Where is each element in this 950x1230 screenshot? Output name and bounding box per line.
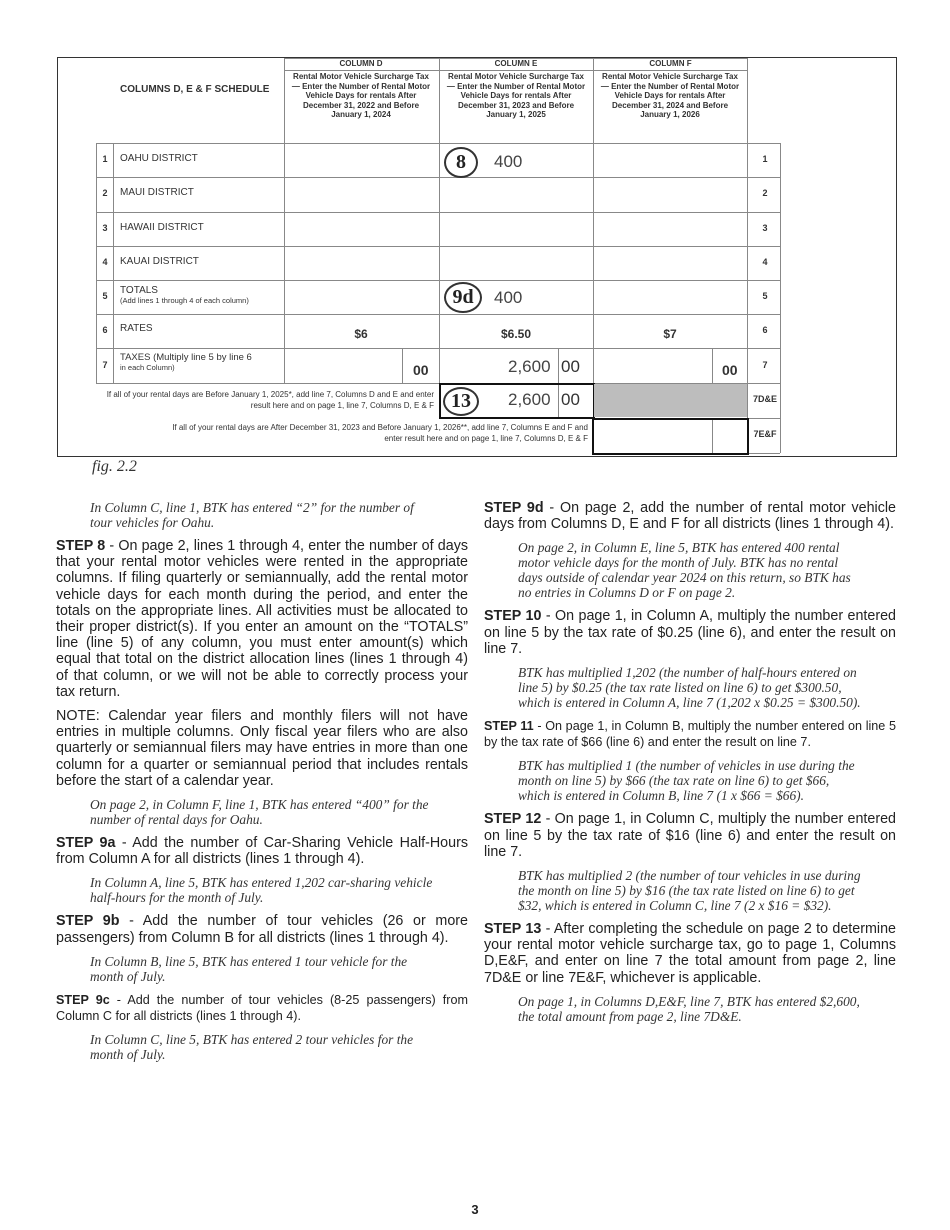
line-7-column-e-cents: 00 — [561, 357, 580, 376]
step-12-text: - On page 1, in Column C, multiply the number entered on line 5 by the tax rate of $16 (line 6) and enter the result on line 7. — [484, 811, 896, 860]
line-7de-label: 7D&E — [752, 394, 777, 404]
example-step-9a: In Column A, line 5, BTK has entered 1,202 car-sharing vehicle half-hours for the month of July. — [90, 875, 433, 906]
row-6-number: 6 — [102, 325, 108, 335]
line-7ef-label: 7E&F — [753, 429, 777, 439]
row-3-label: HAWAII DISTRICT — [120, 222, 204, 233]
schedule-title: COLUMNS D, E & F SCHEDULE — [120, 84, 270, 95]
step-10-label: STEP 10 — [484, 608, 542, 625]
row-5-label — [120, 285, 249, 305]
row-5-number: 5 — [102, 291, 108, 301]
figure-caption: fig. 2.2 — [92, 458, 137, 475]
row-7-number: 7 — [102, 360, 108, 370]
step-9a-paragraph — [56, 835, 468, 867]
step-9a-text: - Add the number of Car-Sharing Vehicle Half-Hours from Column A for all districts (lines 1 through 4). — [56, 835, 468, 868]
step-13-label: STEP 13 — [484, 921, 542, 938]
line-7de-value: 2,600 — [508, 390, 551, 409]
example-step-9b: In Column B, line 5, BTK has entered 1 tour vehicle for the month of July. — [90, 953, 408, 984]
right-row-5-number: 5 — [762, 291, 768, 301]
step-12-paragraph — [484, 811, 896, 860]
column-e-description: Rental Motor Vehicle Surcharge Tax — Enter the Number of Rental Motor Vehicle Days for rentals After December 31, 2023 and Before January 1, 2025 — [446, 72, 586, 120]
step-11-paragraph — [484, 718, 896, 750]
step-8-label: STEP 8 — [56, 538, 106, 554]
rate-column-f: $7 — [663, 327, 677, 341]
row-5-label-text: TOTALS — [120, 285, 158, 296]
right-column — [484, 500, 896, 1032]
step-13-text: - After completing the schedule on page 2 to determine your rental motor vehicle surcharge tax, go to page 1, Columns D,E&F, and enter on line 7 the total amount from page 2, line 7D&E or line 7E&F, whichever is applicable. — [484, 921, 896, 986]
column-d-description: Rental Motor Vehicle Surcharge Tax — Enter the Number of Rental Motor Vehicle Days for rentals After December 31, 2022 and Before January 1, 2024 — [291, 72, 431, 120]
row-7-sublabel: in each Column) — [120, 363, 175, 372]
step-8-marker: 8 — [444, 147, 478, 178]
step-8-paragraph — [56, 538, 468, 700]
row-6-label: RATES — [120, 323, 153, 334]
example-step-9d: On page 2, in Column E, line 5, BTK has entered 400 rental motor vehicle days for the month of July. BTK has no rental days outside of calendar year 2024 on this return, so BTK has no entries in Columns D or F on page 2. — [518, 540, 851, 601]
line-7-column-f-cents: 00 — [722, 362, 738, 378]
left-column — [56, 500, 468, 1070]
step-10-text: - On page 1, in Column A, multiply the number entered on line 5 by the tax rate of $0.25 (line 6), and enter the result on line 7. — [484, 608, 896, 657]
line-5-column-e-value: 400 — [494, 288, 523, 307]
step-11-label: STEP 11 — [484, 719, 534, 734]
step-9b-label: STEP 9b — [56, 913, 120, 930]
step-8-text: - On page 2, lines 1 through 4, enter the number of days that your rental motor vehicles were rented in the appropriate columns. If filing quarterly or semiannually, add the rental motor vehicle days for each month during the period, and enter the totals on the appropriate lines. All activities must be allocated to their proper district(s). If you enter an amount on the “TOTALS” line (line 5) of any column, you must enter amount(s) which equal that total on the district allocation lines (lines 1 through 4) of that column, or we will not be able to correctly process your tax return. — [56, 538, 468, 700]
row-5-sublabel: (Add lines 1 through 4 of each column) — [120, 296, 249, 305]
row-2-number: 2 — [102, 188, 108, 198]
line-7-column-e-value: 2,600 — [508, 357, 551, 376]
line-7ef-note: If all of your rental days are After December 31, 2023 and Before January 1, 2026**, add line 7, Columns E and F and enter result here and on page 1, line 7, Columns D, E & F — [172, 423, 588, 443]
page-number: 3 — [471, 1202, 479, 1217]
step-9d-text: - On page 2, add the number of rental motor vehicle days from Columns D, E and F for all districts (lines 1 through 4). — [484, 500, 896, 533]
row-2-label: MAUI DISTRICT — [120, 187, 194, 198]
row-4-label: KAUAI DISTRICT — [120, 256, 199, 267]
step-11-text: - On page 1, in Column B, multiply the number entered on line 5 by the tax rate of $66 (line 6) and enter the result on line 7. — [484, 719, 896, 750]
example-step-12: BTK has multiplied 2 (the number of tour vehicles in use during the month on line 5) by $16 (the tax rate listed on line 6) to get $32, which is entered in Column C, line 7 (2 x $16 = $32). — [518, 868, 861, 914]
line-7de-note: If all of your rental days are Before January 1, 2025*, add line 7, Columns D and E and enter result here and on page 1, line 7, Columns D, E & F — [106, 390, 434, 410]
row-7-label — [120, 352, 252, 372]
line-7-column-d-cents: 00 — [413, 362, 429, 378]
schedule-figure — [57, 57, 897, 457]
right-row-2-number: 2 — [762, 188, 768, 198]
line-7de-shaded — [594, 384, 747, 417]
step-9c-text: - Add the number of tour vehicles (8-25 passengers) from Column C for all districts (lines 1 through 4). — [56, 992, 468, 1024]
right-row-7-number: 7 — [762, 360, 768, 370]
note-paragraph: NOTE: Calendar year filers and monthly filers will not have entries in multiple columns. Only fiscal year filers who are also quarterly or semiannual filers may have entries in more than one column for a quarter or semiannual period that includes rentals before the start of a calendar year. — [56, 708, 468, 789]
column-e-heading: COLUMN E — [494, 59, 538, 68]
example-intro: In Column C, line 1, BTK has entered “2” for the number of tour vehicles for Oahu. — [90, 500, 414, 530]
step-9d-paragraph — [484, 500, 896, 532]
example-step-10: BTK has multiplied 1,202 (the number of half-hours entered on line 5) by $0.25 (the tax rate listed on line 6) to get $300.50, which is entered in Column A, line 7 (1,202 x $0.25 = $300.50). — [518, 665, 861, 711]
step-9d-marker: 9d — [444, 282, 482, 313]
row-1-label: OAHU DISTRICT — [120, 153, 198, 164]
step-9b-text: - Add the number of tour vehicles (26 or more passengers) from Column B for all districts (lines 1 through 4). — [56, 913, 468, 946]
right-row-1-number: 1 — [762, 154, 768, 164]
step-9d-label: STEP 9d — [484, 500, 544, 516]
rate-column-e: $6.50 — [500, 327, 532, 341]
step-9c-label: STEP 9c — [56, 992, 110, 1007]
right-row-4-number: 4 — [762, 257, 768, 267]
right-row-3-number: 3 — [762, 223, 768, 233]
column-f-description: Rental Motor Vehicle Surcharge Tax — Enter the Number of Rental Motor Vehicle Days for rentals After December 31, 2024 and Before January 1, 2026 — [600, 72, 740, 120]
step-9a-label: STEP 9a — [56, 835, 116, 852]
line-1-column-e-value: 400 — [494, 152, 523, 171]
column-f-heading: COLUMN F — [649, 59, 692, 68]
row-1-number: 1 — [102, 154, 108, 164]
row-7-label-text: TAXES (Multiply line 5 by line 6 — [120, 352, 252, 363]
step-13-marker: 13 — [443, 387, 479, 416]
line-7de-cents: 00 — [561, 390, 580, 409]
rate-column-d: $6 — [354, 327, 368, 341]
column-d-heading: COLUMN D — [339, 59, 383, 68]
row-4-number: 4 — [102, 257, 108, 267]
step-10-paragraph — [484, 608, 896, 657]
step-13-paragraph — [484, 921, 896, 986]
example-step-11: BTK has multiplied 1 (the number of vehicles in use during the month on line 5) by $66 (the tax rate on line 6) to get $66, which is entered in Column B, line 7 (1 x $66 = $66). — [518, 758, 855, 804]
example-step-13: On page 1, in Columns D,E&F, line 7, BTK has entered $2,600, the total amount from page 2, line 7D&E. — [518, 993, 860, 1024]
example-step-8: On page 2, in Column F, line 1, BTK has entered “400” for the number of rental days for Oahu. — [90, 797, 429, 828]
step-12-label: STEP 12 — [484, 811, 542, 828]
line-7ef-box — [592, 418, 749, 455]
step-9c-paragraph — [56, 992, 468, 1024]
row-3-number: 3 — [102, 223, 108, 233]
example-step-9c: In Column C, line 5, BTK has entered 2 tour vehicles for the month of July. — [90, 1032, 414, 1063]
right-row-6-number: 6 — [762, 325, 768, 335]
step-9b-paragraph — [56, 913, 468, 945]
